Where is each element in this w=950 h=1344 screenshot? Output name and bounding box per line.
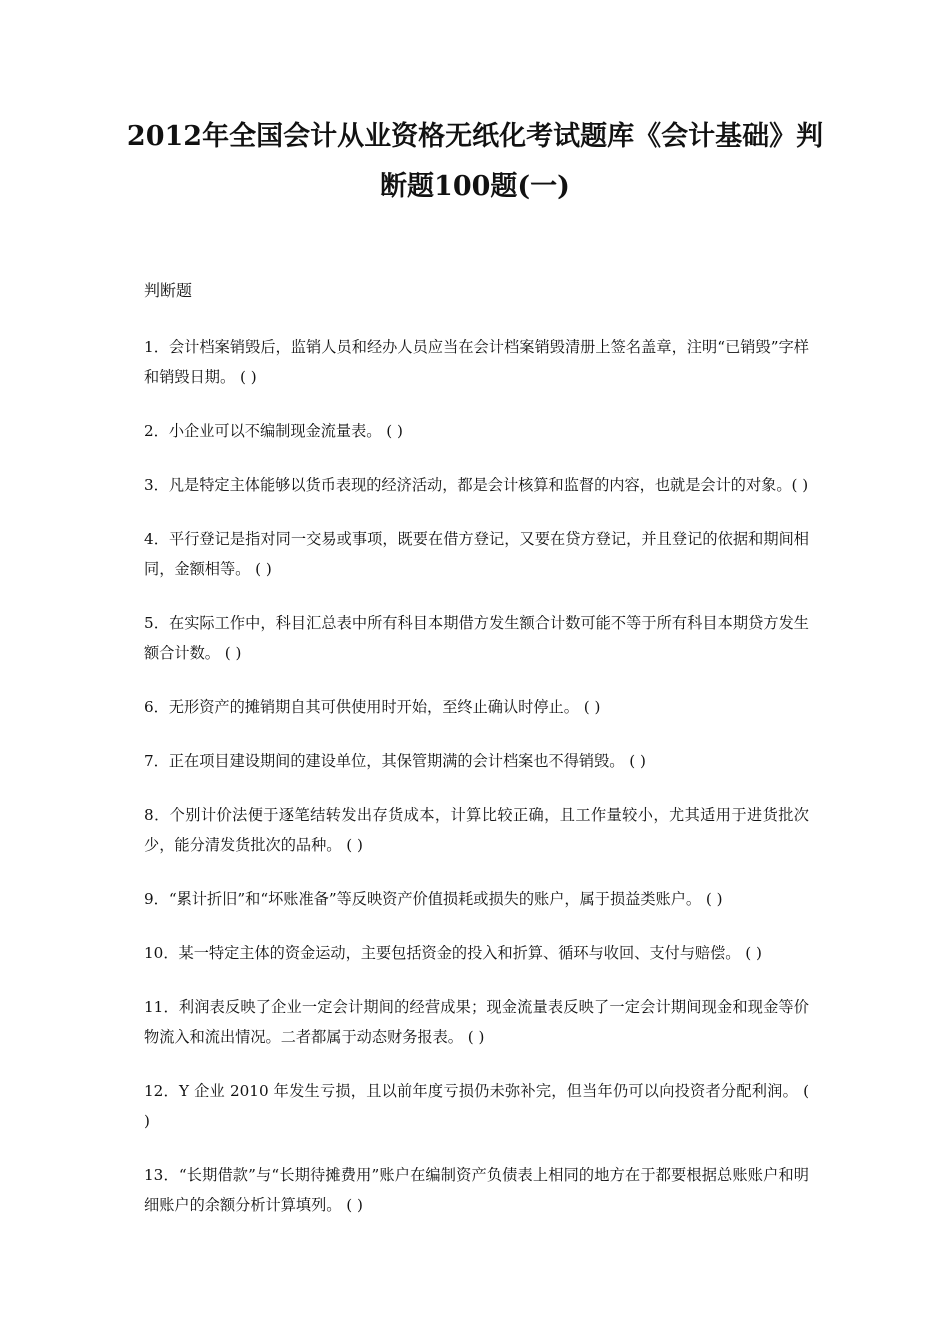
- question-item: 3．凡是特定主体能够以货币表现的经济活动，都是会计核算和监督的内容，也就是会计的对象。( ): [144, 476, 809, 494]
- section-heading: 判断题: [144, 281, 193, 300]
- question-item: 8．个别计价法便于逐笔结转发出存货成本，计算比较正确，且工作量较小，尤其适用于进货批次少，能分清发货批次的品种。 ( ): [144, 806, 809, 854]
- question-item: 1．会计档案销毁后，监销人员和经办人员应当在会计档案销毁清册上签名盖章，注明“已销毁”字样和销毁日期。 ( ): [144, 338, 809, 386]
- question-item: 9．“累计折旧”和“坏账准备”等反映资产价值损耗或损失的账户，属于损益类账户。 ( ): [144, 890, 723, 908]
- question-item: 11．利润表反映了企业一定会计期间的经营成果；现金流量表反映了一定会计期间现金和现金等价物流入和流出情况。二者都属于动态财务报表。 ( ): [144, 998, 809, 1046]
- question-item: 2．小企业可以不编制现金流量表。 ( ): [144, 422, 403, 440]
- question-item: 6．无形资产的摊销期自其可供使用时开始，至终止确认时停止。 ( ): [144, 698, 601, 716]
- question-list: [144, 332, 809, 1244]
- question-item: 12．Y 企业 2010 年发生亏损，且以前年度亏损仍未弥补完，但当年仍可以向投资者分配利润。 ( ): [144, 1082, 809, 1130]
- question-item: 10．某一特定主体的资金运动，主要包括资金的投入和折算、循环与收回、支付与赔偿。 ( ): [144, 944, 762, 962]
- question-item: 5．在实际工作中，科目汇总表中所有科目本期借方发生额合计数可能不等于所有科目本期贷方发生额合计数。 ( ): [144, 614, 809, 662]
- question-item: 7．正在项目建设期间的建设单位，其保管期满的会计档案也不得销毁。 ( ): [144, 752, 646, 770]
- question-item: 13．“长期借款”与“长期待摊费用”账户在编制资产负债表上相同的地方在于都要根据总账账户和明细账户的余额分析计算填列。 ( ): [144, 1166, 809, 1214]
- document-title: 2012年全国会计从业资格无纸化考试题库《会计基础》判断题100题(一): [126, 121, 824, 202]
- question-item: 4．平行登记是指对同一交易或事项，既要在借方登记，又要在贷方登记，并且登记的依据和期间相同，金额相等。 ( ): [144, 530, 809, 578]
